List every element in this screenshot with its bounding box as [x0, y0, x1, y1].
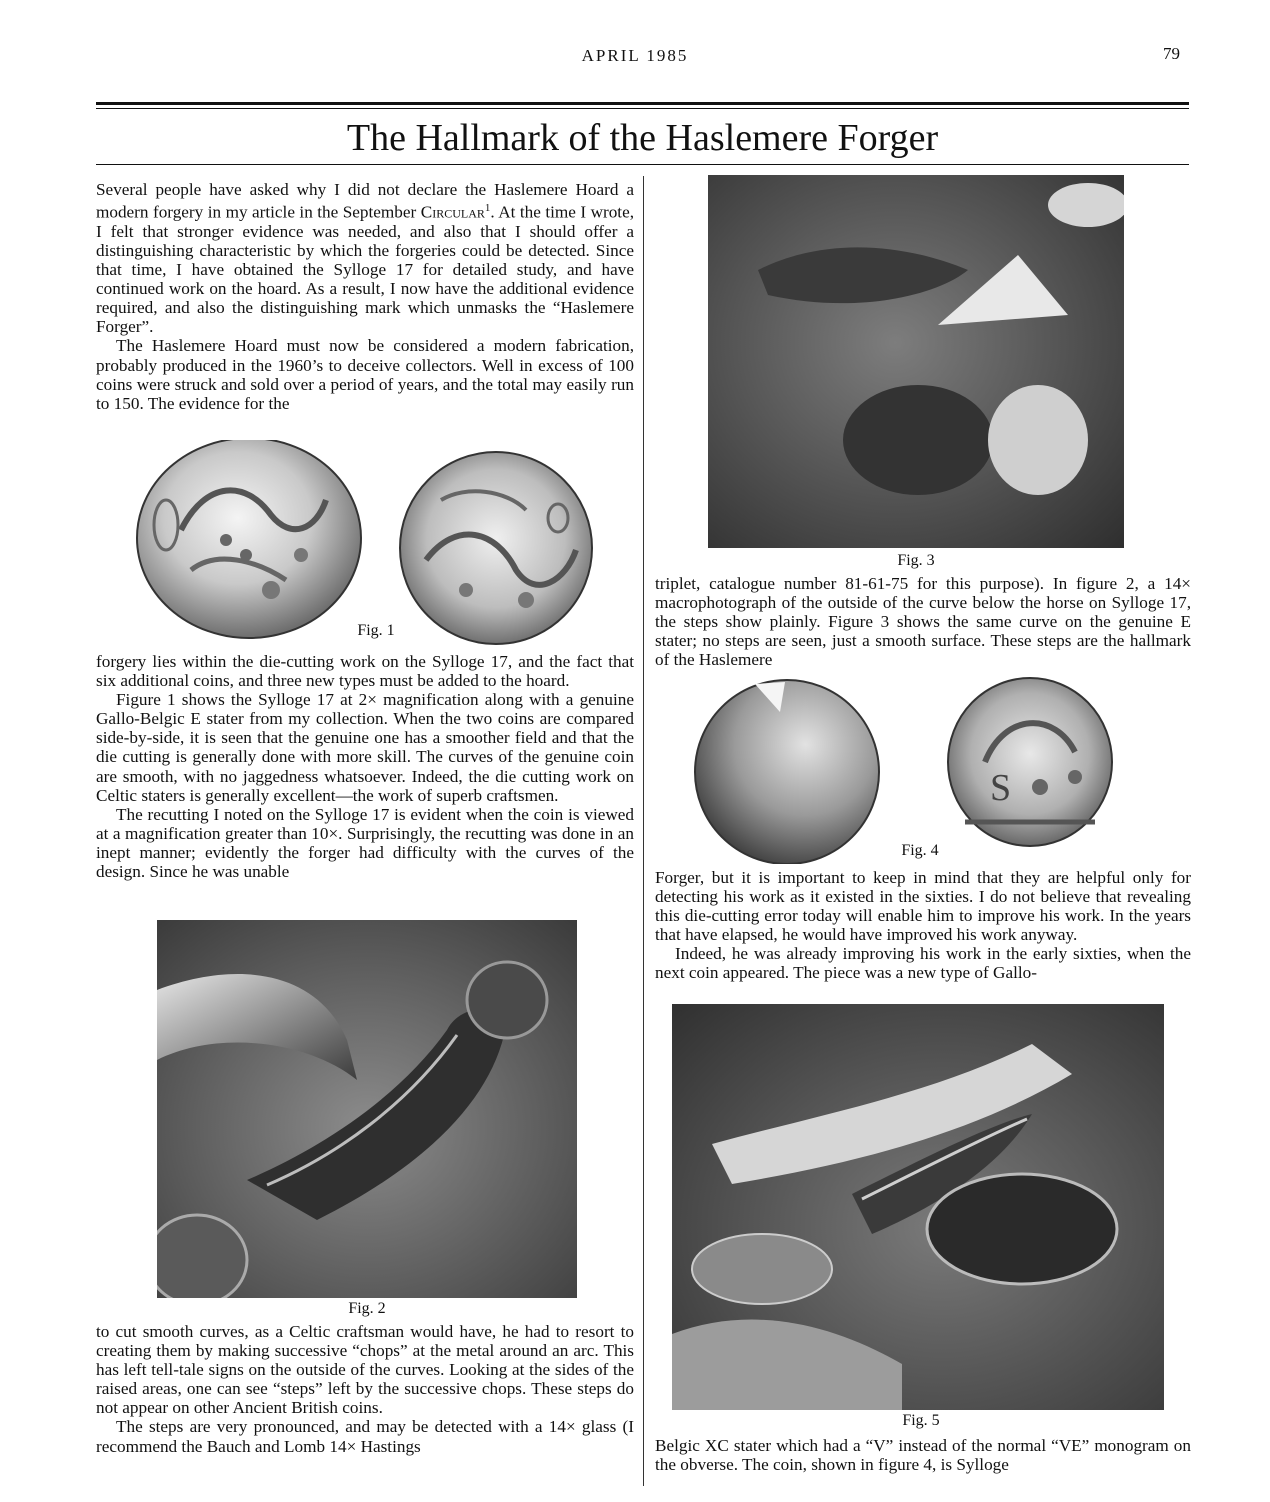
svg-text:S: S: [990, 767, 1012, 809]
left-text-block-2: [96, 652, 634, 881]
header-rule-thick: [96, 102, 1189, 105]
paragraph: Indeed, he was already improving his work in the early sixties, when the next coin appeared. The piece was a new type of Gallo-: [655, 944, 1191, 983]
paragraph: to cut smooth curves, as a Celtic craftsman would have, he had to resort to creating them by making successive “chops” at the metal around an arc. This has left tell-tale signs on the outside of the curves. Looking at the sides of the raised areas, one can see “steps” left by the successive chops. These steps do not appear on other Ancient British coins.: [96, 1322, 634, 1418]
running-header-date: APRIL 1985: [581, 46, 689, 65]
figure-5-macrophotograph: [672, 1004, 1164, 1410]
figure-3-photo: [708, 175, 1124, 548]
genuine-e-stater-coin: [400, 452, 592, 644]
paragraph: The steps are very pronounced, and may be detected with a 14× glass (I recommend the Bauch and Lomb 14× Hastings: [96, 1417, 634, 1456]
article-title: The Hallmark of the Haslemere Forger: [346, 117, 939, 159]
figure-1-caption: Fig. 1: [357, 622, 395, 639]
figure-2-macrophotograph: [157, 920, 577, 1298]
right-text-block-2: [655, 868, 1191, 983]
figure-1-coins: [96, 440, 634, 655]
paragraph: forgery lies within the die-cutting work on the Sylloge 17, and the fact that six additional coins, and three new types must be added to the hoard.: [96, 652, 634, 691]
paragraph: The Haslemere Hoard must now be considered a modern fabrication, probably produced in the 1960’s to deceive collectors. Well in excess of 100 coins were struck and sold over a period of years, and the total may easily run to 150. The evidence for the: [96, 336, 634, 413]
figure-3-macrophotograph: [708, 175, 1124, 548]
right-text-block-3: [655, 1436, 1191, 1474]
paragraph: Forger, but it is important to keep in mind that they are helpful only for detecting his work as it existed in the sixties. I do not believe that revealing this die-cutting error today will enable him to improve his work. In the years that have elapsed, he would have improved his work anyway.: [655, 868, 1191, 945]
left-text-block-1: [96, 180, 634, 413]
paragraph: The recutting I noted on the Sylloge 17 is evident when the coin is viewed at a magnification greater than 10×. Surprisingly, the recutting was done in an inept manner; evidently the forger had difficulty with the curves of the design. Since he was unable: [96, 804, 634, 882]
figure-5-photo: [672, 1004, 1164, 1410]
right-text-block-1: [655, 574, 1191, 669]
figure-2-caption: Fig. 2: [348, 1300, 386, 1317]
column-divider: [643, 176, 644, 1486]
left-text-block-3: [96, 1322, 634, 1456]
sylloge-xc-stater-coin: [948, 678, 1112, 846]
figure-4-coins: [655, 672, 1191, 864]
figure-4-coin-photos: [655, 672, 1191, 864]
plain-obverse-coin: [695, 680, 879, 864]
figure-4-caption: Fig. 4: [901, 842, 939, 859]
page-number: 79: [1163, 44, 1180, 63]
paragraph: Figure 1 shows the Sylloge 17 at 2× magnification along with a genuine Gallo-Belgic E stater from my collection. When the two coins are compared side-by-side, it is seen that the genuine one has a smoother field and that the die cutting is generally done with more skill. The curves of the genuine coin are smooth, with no jaggedness whatsoever. Indeed, the die cutting work on Celtic staters is generally excellent—the work of superb craftsmen.: [96, 690, 634, 805]
figure-3-caption: Fig. 3: [897, 552, 935, 569]
paragraph: triplet, catalogue number 81-61-75 for this purpose). In figure 2, a 14× macrophotograph of the outside of the curve below the horse on Sylloge 17, the steps show plainly. Figure 3 shows the same curve on the genuine E stater; no steps are seen, just a smooth surface. These steps are the hallmark of the Haslemere: [655, 574, 1191, 670]
figure-2-photo: [157, 920, 577, 1298]
figure-5-caption: Fig. 5: [902, 1412, 940, 1429]
paragraph: Belgic XC stater which had a “V” instead of the normal “VE” monogram on the obverse. The coin, shown in figure 4, is Sylloge: [655, 1436, 1191, 1475]
title-rule: [96, 164, 1189, 165]
sylloge-17-coin: [137, 440, 361, 638]
header-rule-thin: [96, 108, 1189, 109]
paragraph: Several people have asked why I did not declare the Haslemere Hoard a modern forgery in my article in the September Circular$^1$. At the time I wrote, I felt that stronger evidence was needed, and also that I should offer a distinguishing characteristic by which the forgeries could be detected. Since that time, I have obtained the Sylloge 17 for detailed study, and have continued work on the hoard. As a result, I now have the additional evidence required, and also the distinguishing mark which unmasks the “Haslemere Forger”.: [96, 180, 634, 337]
